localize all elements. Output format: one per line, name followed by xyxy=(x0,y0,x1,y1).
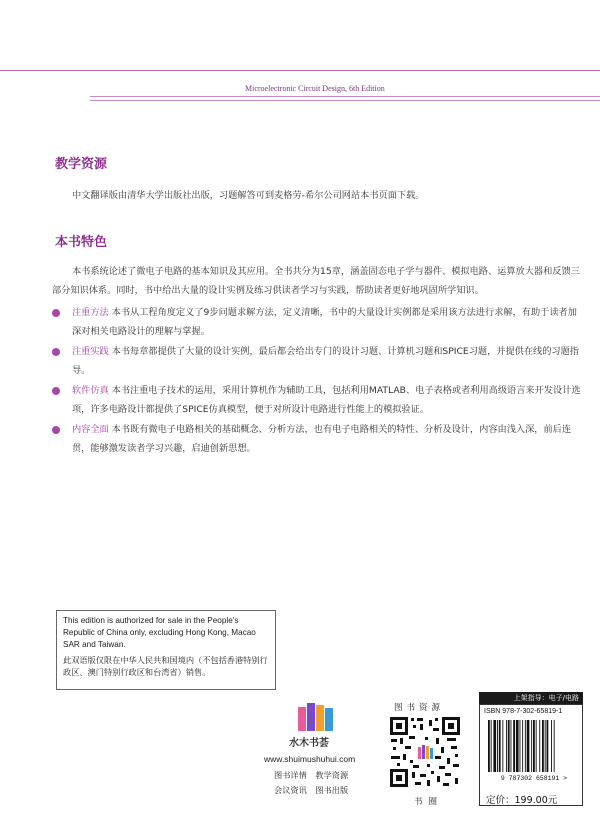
feature-keyword: 软件仿真 xyxy=(72,385,109,396)
publisher-website[interactable]: www.shuimushuhui.com xyxy=(264,754,356,764)
rights-notice-english: This edition is authorized for sale in the People's Republic of China only, excluding Hong Kong, Macao SAR and Taiwan. xyxy=(63,616,256,649)
publisher-logo-icon xyxy=(298,703,334,731)
feature-item-method xyxy=(72,303,584,341)
isbn-text: ISBN 978-7-302-65819-1 xyxy=(484,708,563,715)
publisher-links-row-2 xyxy=(274,785,348,796)
feature-keyword: 内容全面 xyxy=(72,424,109,435)
feature-text: 本书既有微电子电路相关的基础概念、分析方法，也有电子电路相关的特性、分析及设计，内容由浅入深，前后连贯，能够激发读者学习兴趣，启迪创新思想。 xyxy=(72,424,572,454)
feature-keyword: 注重方法 xyxy=(72,307,109,318)
barcode-digits: 9 787302 658191 > xyxy=(500,775,568,782)
edition-title: Microelectronic Circuit Design, 6th Edition xyxy=(245,84,385,93)
top-rule-1 xyxy=(0,70,600,71)
rights-notice-chinese: 此双语版仅限在中华人民共和国境内（不包括香港特别行政区、澳门特别行政区和台湾省）销售。 xyxy=(63,655,268,677)
link-conference-news[interactable]: 会议资讯 xyxy=(274,785,307,795)
section-title-features: 本书特色 xyxy=(55,235,108,250)
publisher-links-row-1 xyxy=(274,770,348,781)
qr-title: 图书资源 xyxy=(394,703,445,713)
qr-code-icon xyxy=(389,716,461,788)
feature-keyword: 注重实践 xyxy=(72,346,109,357)
feature-text: 本书从工程角度定义了9步问题求解方法，定义清晰，书中的大量设计实例都是采用该方法进行求解，有助于读者加深对相关电路设计的理解与掌握。 xyxy=(72,307,577,337)
bullet-dot xyxy=(52,348,60,356)
feature-item-comprehensive xyxy=(72,420,584,458)
top-rule-3 xyxy=(90,100,600,101)
publisher-name: 水木书荟 xyxy=(289,738,329,749)
features-intro: 本书系统论述了微电子电路的基本知识及其应用。全书共分为15章，涵盖固态电子学与器件、模拟电路、运算放大器和反馈三部分知识体系。同时，书中给出大量的设计实例及练习供读者学习与实践，帮助读者更好地巩固所学知识。 xyxy=(52,266,580,296)
qr-label: 书圈 xyxy=(414,797,444,807)
link-book-publishing[interactable]: 图书出版 xyxy=(315,785,349,795)
section-title-resources: 教学资源 xyxy=(55,157,108,172)
feature-item-simulation xyxy=(72,381,584,419)
barcode-icon xyxy=(484,718,584,782)
bullet-dot xyxy=(52,387,60,395)
feature-item-practice xyxy=(72,342,584,380)
feature-text: 本书每章都提供了大量的设计实例，最后都会给出专门的设计习题、计算机习题和SPICE习题，并提供在线的习题指导。 xyxy=(72,346,579,376)
feature-text: 本书注重电子技术的运用，采用计算机作为辅助工具，包括利用MATLAB、电子表格或者利用高级语言来开发设计选项，许多电路设计都提供了SPICE仿真模型，便于对所设计电路进行性能上的模拟验证。 xyxy=(72,385,581,415)
category-label: 上架指导：电子/电路 xyxy=(479,692,583,704)
price-text: 定价：199.00元 xyxy=(486,795,558,806)
top-rule-2 xyxy=(90,96,600,97)
bullet-dot xyxy=(52,426,60,434)
link-teaching-resources[interactable]: 教学资源 xyxy=(315,770,349,780)
link-book-details[interactable]: 图书详情 xyxy=(274,770,307,780)
bullet-dot xyxy=(52,309,60,317)
resources-text: 中文翻译版由清华大学出版社出版，习题解答可到麦格劳-希尔公司网站本书页面下载。 xyxy=(72,190,425,201)
rights-notice-box xyxy=(56,610,276,690)
